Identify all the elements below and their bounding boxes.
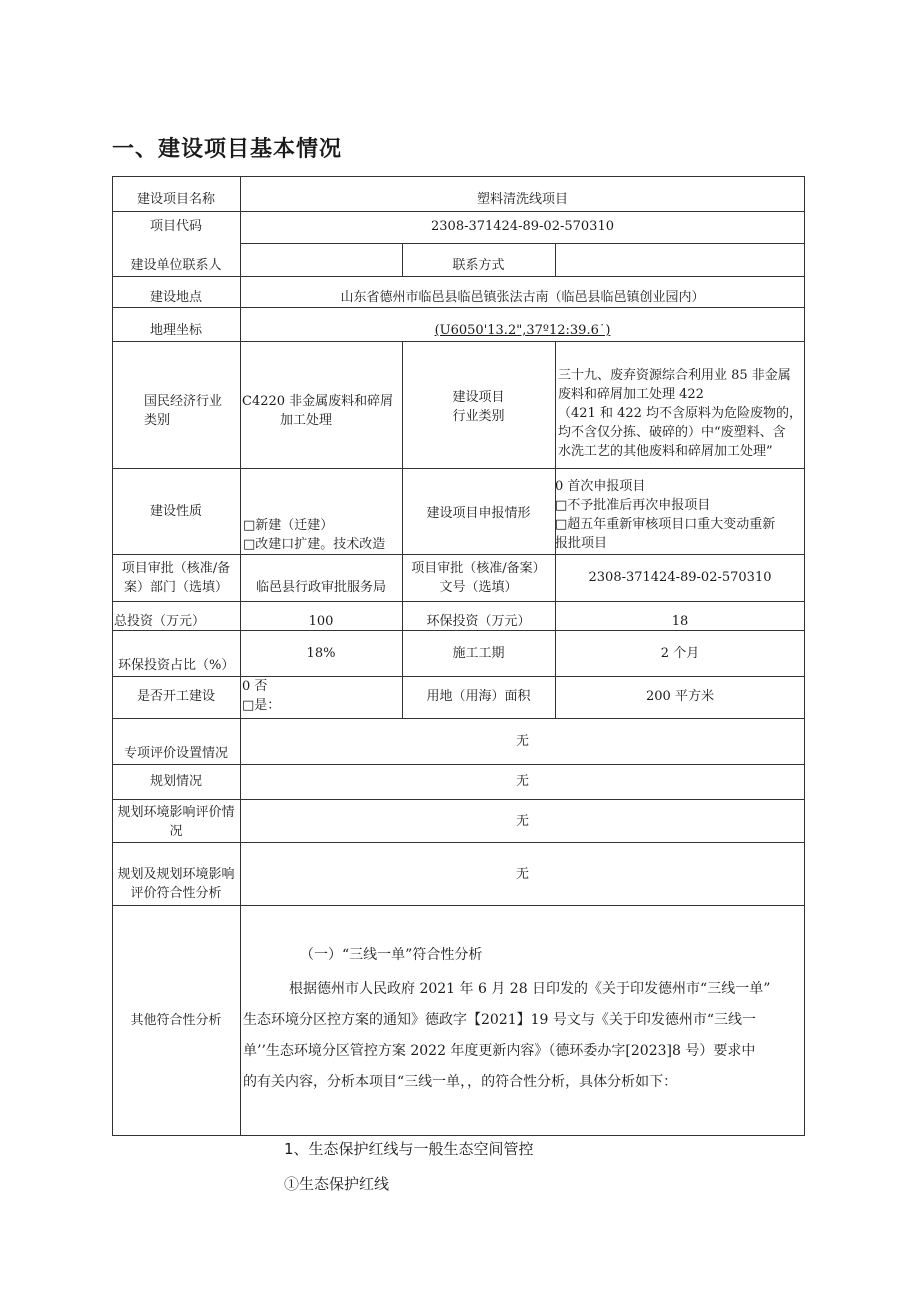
rule	[112, 211, 805, 212]
other-analysis-heading: （一）“三线一单”符合性分析	[300, 947, 483, 963]
paragraph-line: 单’’生态环境分区管控方案 2022 年度更新内容》（德环委办字[2023]8 号）要求中	[243, 1043, 756, 1059]
industry-category-label	[402, 388, 555, 426]
declare-option-first[interactable]: 0 首次申报项目	[555, 479, 646, 494]
project-name-label: 建设项目名称	[136, 192, 215, 207]
special-evaluation-label: 专项评价设置情况	[123, 746, 228, 761]
nature-options	[243, 516, 402, 554]
category-value-line: 水洗工艺的其他废料和碎屑加工处理”	[558, 444, 773, 459]
started-label: 是否开工建设	[136, 689, 215, 704]
other-analysis-label: 其他符合性分析	[130, 1013, 222, 1028]
rule	[112, 601, 805, 602]
env-investment-label: 环保投资（万元）	[426, 614, 531, 629]
declare-option-resubmit[interactable]: □不予批准后再次申报项目	[555, 498, 711, 513]
contact-label: 建设单位联系人	[130, 258, 222, 273]
category-value-line: 废料和碎屑加工处理 422	[558, 387, 704, 402]
declare-label: 建设项目申报情形	[426, 506, 531, 521]
approval-dept-label	[112, 559, 240, 597]
land-area-value: 200 平方米	[646, 689, 714, 704]
planning-env-value: 无	[515, 814, 529, 829]
approval-dept-label-line: 项目审批（核准/备	[121, 561, 231, 576]
rule-top	[112, 176, 805, 177]
project-code-value: 2308-371424-89-02-570310	[431, 219, 614, 234]
industry-value-line: 加工处理	[280, 413, 333, 428]
env-investment-value: 18	[671, 614, 689, 629]
rule	[112, 842, 805, 843]
rule	[112, 764, 805, 765]
project-name-value: 塑料清洗线项目	[476, 192, 568, 207]
planning-env-label	[112, 803, 240, 841]
project-info-table	[112, 176, 805, 1136]
category-label-line: 建设项目	[452, 390, 505, 405]
started-options	[242, 677, 402, 715]
planning-fit-value: 无	[515, 867, 529, 882]
category-value-line: （421 和 422 均不含原料为危险废物的，	[558, 406, 803, 421]
declare-option-review[interactable]: □超五年重新审核项目口重大变动重新	[555, 517, 776, 532]
declare-options	[555, 477, 805, 553]
paragraph-line: 根据德州市人民政府 2021 年 6 月 28 日印发的《关于印发德州市“三线一单”	[289, 981, 771, 997]
rule	[112, 676, 805, 677]
location-value: 山东省德州市临邑县临邑镇张法古南（临邑县临邑镇创业园内）	[340, 290, 705, 305]
project-code-label: 项目代码	[149, 219, 202, 234]
subsection-heading: 1、生态保护红线与一般生态空间管控	[284, 1140, 534, 1158]
industry-label-line: 国民经济行业	[144, 394, 223, 409]
rule	[112, 554, 805, 555]
approval-dept-value: 临邑县行政审批服务局	[255, 580, 386, 595]
other-analysis-paragraph	[243, 974, 803, 1098]
paragraph-line: 的有关内容，分析本项目“三线一单，，的符合性分析，具体分析如下：	[243, 1074, 678, 1090]
construction-period-label: 施工工期	[452, 646, 505, 661]
section-title: 一、建设项目基本情况	[112, 137, 343, 162]
industry-value	[242, 392, 402, 430]
land-area-label: 用地（用海）面积	[426, 689, 531, 704]
approval-number-value: 2308-371424-89-02-570310	[588, 570, 772, 585]
planning-fit-label-line: 规划及规划环境影响	[117, 867, 235, 882]
rule	[112, 276, 805, 277]
total-investment-value: 100	[308, 614, 334, 629]
approval-number-label-line: 文号（选填）	[439, 580, 518, 595]
category-value-line: 三十九、废弃资源综合利用业 85 非金属	[558, 368, 791, 383]
env-ratio-label: 环保投资占比（%）	[118, 658, 235, 673]
nature-label: 建设性质	[149, 504, 202, 519]
rule	[112, 799, 805, 800]
rule-bottom	[112, 1135, 805, 1136]
declare-option-line: 报批项目	[555, 536, 608, 551]
rule	[112, 718, 805, 719]
paragraph-line: 生态环境分区控方案的通知》德政字【2021】19 号文与《关于印发德州市“三线一	[243, 1012, 757, 1028]
rule	[240, 243, 805, 244]
coordinate-label: 地理坐标	[149, 323, 202, 338]
rule-left	[112, 176, 113, 1136]
category-label-line: 行业类别	[452, 409, 505, 424]
coordinate-value: (U6050'13.2",37º12:39.6˙)	[434, 323, 611, 338]
approval-dept-label-line: 案）部门（选填）	[123, 580, 228, 595]
rule	[555, 243, 556, 276]
rule	[112, 341, 805, 342]
planning-env-label-line: 规划环境影响评价情	[117, 805, 235, 820]
rule	[112, 307, 805, 308]
nature-option-rebuild[interactable]: □改建口扩建。技术改造	[243, 537, 386, 552]
industry-category-value	[558, 366, 804, 461]
started-option-yes[interactable]: □是：	[242, 698, 281, 713]
env-ratio-value: 18%	[306, 646, 336, 661]
special-evaluation-value: 无	[515, 734, 529, 749]
planning-value: 无	[515, 774, 529, 789]
location-label: 建设地点	[149, 290, 202, 305]
total-investment-label: 总投资（万元）	[114, 614, 206, 629]
industry-label	[144, 392, 240, 430]
started-option-no[interactable]: 0 否	[242, 679, 268, 694]
phone-label: 联系方式	[452, 258, 505, 273]
planning-env-label-line: 况	[169, 824, 183, 839]
sub-heading: ①生态保护红线	[284, 1175, 390, 1193]
industry-label-line: 类别	[144, 413, 171, 428]
planning-label: 规划情况	[149, 774, 202, 789]
approval-number-label-line: 项目审批（核准/备案）	[411, 561, 546, 576]
rule	[112, 905, 805, 906]
approval-number-label	[402, 559, 555, 597]
industry-value-line: C4220 非金属废料和碎屑	[242, 394, 394, 409]
category-value-line: 均不含仅分拣、破碎的）中“废塑料、含	[558, 425, 786, 440]
planning-fit-label-line: 评价符合性分析	[130, 886, 222, 901]
construction-period-value: 2 个月	[660, 646, 700, 661]
nature-option-new[interactable]: □新建（迁建）	[243, 518, 334, 533]
planning-fit-label	[112, 865, 240, 903]
rule	[112, 468, 805, 469]
